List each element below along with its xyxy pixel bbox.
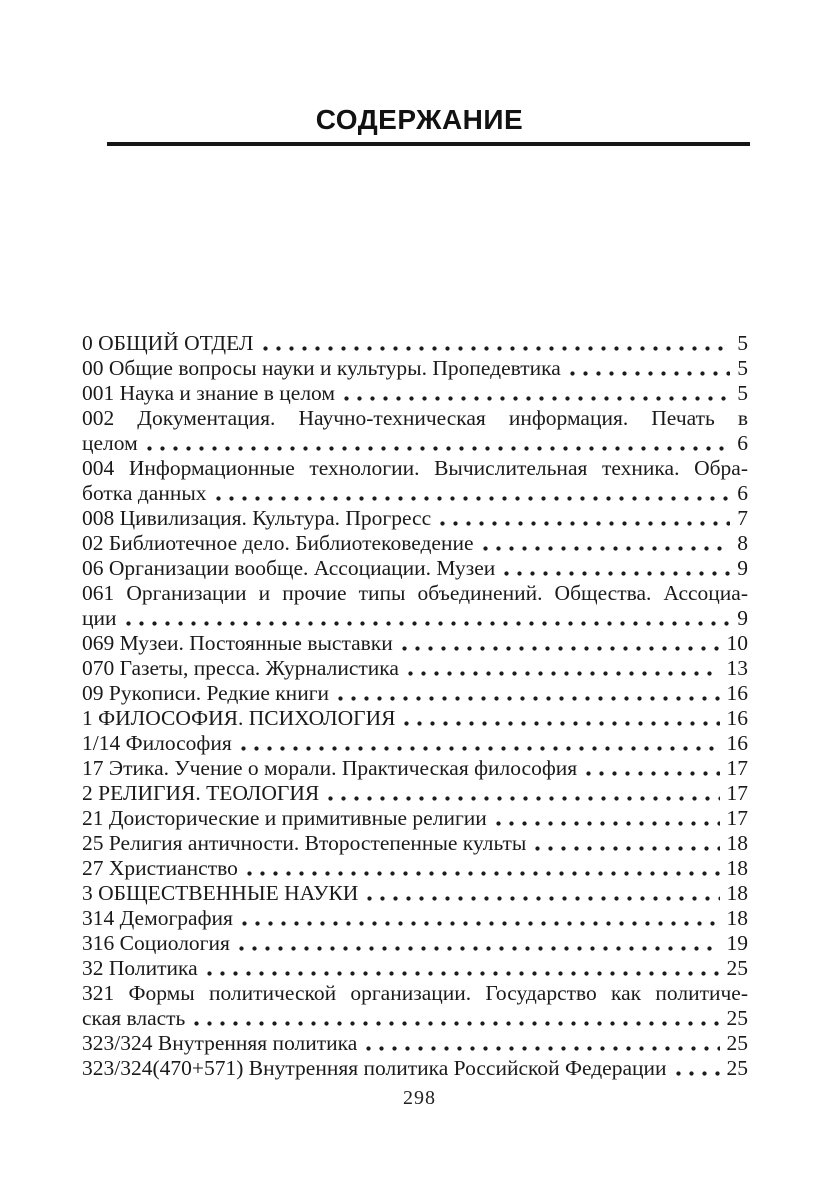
dot-leader	[404, 656, 720, 681]
toc-entry-text: 1 ФИЛОСОФИЯ. ПСИХОЛОГИЯ	[82, 706, 396, 730]
toc-entry-wrapped-first-line	[82, 456, 748, 481]
toc-entry-page: 16	[726, 706, 748, 730]
toc-entry-wrapped-first-line	[82, 981, 748, 1006]
toc-entry-text: ции	[82, 606, 117, 630]
dot-leader	[363, 881, 719, 906]
toc-entry-page: 18	[726, 856, 748, 880]
toc-entry-text: 004 Информационные технологии. Вычислительная техника. Обра-	[82, 456, 748, 480]
toc-entry-text: 17 Этика. Учение о морали. Практическая философия	[82, 756, 578, 780]
toc-entry-text: целом	[82, 431, 138, 455]
toc-entry	[82, 756, 748, 781]
toc-entry	[82, 656, 748, 681]
toc-entry-text: 1/14 Философия	[82, 731, 232, 755]
toc-entry-page: 18	[726, 881, 748, 905]
toc-entry-page: 5	[737, 331, 748, 355]
toc-entry	[82, 531, 748, 556]
toc-list	[82, 331, 748, 1081]
toc-entry-page: 17	[726, 806, 748, 830]
dot-leader	[582, 756, 719, 781]
dot-leader	[203, 956, 720, 981]
toc-entry-text: ская власть	[82, 1006, 186, 1030]
dot-leader	[238, 906, 720, 931]
toc-entry-text: 316 Социология	[82, 931, 230, 955]
dot-leader	[143, 431, 731, 456]
toc-entry	[82, 881, 748, 906]
toc-entry-page: 17	[726, 756, 748, 780]
dot-leader	[122, 606, 731, 631]
toc-entry-page: 13	[726, 656, 748, 680]
toc-entry-page: 5	[737, 381, 748, 405]
toc-entry-text: 002 Документация. Научно-техническая информация. Печать в	[82, 406, 748, 430]
toc-entry-text: 069 Музеи. Постоянные выставки	[82, 631, 393, 655]
toc-entry-text: 21 Доисторические и примитивные религии	[82, 806, 487, 830]
dot-leader	[235, 931, 720, 956]
toc-entry-text: 32 Политика	[82, 956, 198, 980]
toc-entry	[82, 1056, 748, 1081]
toc-entry	[82, 856, 748, 881]
dot-leader	[324, 781, 719, 806]
dot-leader	[400, 706, 719, 731]
toc-entry-text: 0 ОБЩИЙ ОТДЕЛ	[82, 331, 254, 355]
toc-entry-page: 25	[726, 1031, 748, 1055]
toc-entry	[82, 906, 748, 931]
toc-entry	[82, 356, 748, 381]
toc-entry-page: 5	[737, 356, 748, 380]
toc-entry	[82, 731, 748, 756]
dot-leader	[531, 831, 719, 856]
dot-leader	[212, 481, 731, 506]
dot-leader	[492, 806, 720, 831]
dot-leader	[340, 381, 730, 406]
toc-entry-wrapped-first-line	[82, 581, 748, 606]
page-number: 298	[403, 1087, 436, 1109]
toc-entry-text: 02 Библиотечное дело. Библиотековедение	[82, 531, 474, 555]
toc-entry-page: 9	[737, 556, 748, 580]
dot-leader	[362, 1031, 719, 1056]
toc-entry	[82, 806, 748, 831]
toc-entry	[82, 781, 748, 806]
dot-leader	[500, 556, 730, 581]
toc-entry-text: 314 Демография	[82, 906, 233, 930]
toc-entry	[82, 1031, 748, 1056]
toc-entry-page: 16	[726, 681, 748, 705]
dot-leader	[672, 1056, 720, 1081]
toc-entry-page: 17	[726, 781, 748, 805]
toc-entry-text: 323/324(470+571) Внутренняя политика Российской Федерации	[82, 1056, 667, 1080]
toc-entry	[82, 956, 748, 981]
page-title: СОДЕРЖАНИЕ	[315, 104, 524, 135]
toc-entry-page: 8	[737, 531, 748, 555]
dot-leader	[237, 731, 720, 756]
toc-entry-continuation	[82, 1006, 748, 1031]
dot-leader	[436, 506, 730, 531]
toc-entry-text: 25 Религия античности. Второстепенные культы	[82, 831, 527, 855]
dot-leader	[334, 681, 719, 706]
toc-entry-page: 7	[737, 506, 748, 530]
toc-entry-text: 06 Организации вообще. Ассоциации. Музеи	[82, 556, 496, 580]
toc-entry-text: 00 Общие вопросы науки и культуры. Пропедевтика	[82, 356, 561, 380]
dot-leader	[243, 856, 720, 881]
toc-entry	[82, 381, 748, 406]
toc-entry-page: 18	[726, 831, 748, 855]
toc-entry-text: 001 Наука и знание в целом	[82, 381, 335, 405]
toc-entry-text: 008 Цивилизация. Культура. Прогресс	[82, 506, 432, 530]
toc-entry	[82, 556, 748, 581]
title-rule	[107, 142, 750, 146]
toc-entry-continuation	[82, 606, 748, 631]
toc-entry-page: 16	[726, 731, 748, 755]
toc-entry-page: 6	[737, 481, 748, 505]
toc-entry-text: 323/324 Внутренняя политика	[82, 1031, 358, 1055]
toc-entry	[82, 706, 748, 731]
toc-entry	[82, 631, 748, 656]
toc-entry	[82, 931, 748, 956]
toc-entry-text: 3 ОБЩЕСТВЕННЫЕ НАУКИ	[82, 881, 359, 905]
toc-entry-page: 25	[726, 956, 748, 980]
toc-entry-continuation	[82, 481, 748, 506]
dot-leader	[566, 356, 730, 381]
toc-entry-text: 27 Христианство	[82, 856, 238, 880]
toc-entry-text: 321 Формы политической организации. Государство как политиче-	[82, 981, 748, 1005]
toc-entry-page: 25	[726, 1056, 748, 1080]
toc-entry-page: 19	[726, 931, 748, 955]
toc-entry-page: 18	[726, 906, 748, 930]
toc-entry-page: 6	[737, 431, 748, 455]
toc-entry-text: 2 РЕЛИГИЯ. ТЕОЛОГИЯ	[82, 781, 320, 805]
dot-leader	[398, 631, 720, 656]
toc-entry-page: 10	[726, 631, 748, 655]
dot-leader	[259, 331, 731, 356]
toc-entry-text: ботка данных	[82, 481, 207, 505]
toc-entry-page: 25	[726, 1006, 748, 1030]
toc-entry-text: 061 Организации и прочие типы объединений. Общества. Ассоциа-	[82, 581, 748, 605]
dot-leader	[190, 1006, 719, 1031]
toc-entry-continuation	[82, 431, 748, 456]
toc-entry	[82, 506, 748, 531]
toc-entry-wrapped-first-line	[82, 406, 748, 431]
dot-leader	[479, 531, 731, 556]
toc-entry	[82, 831, 748, 856]
toc-entry	[82, 681, 748, 706]
toc-entry-text: 070 Газеты, пресса. Журналистика	[82, 656, 399, 680]
toc-entry	[82, 331, 748, 356]
toc-entry-page: 9	[737, 606, 748, 630]
toc-entry-text: 09 Рукописи. Редкие книги	[82, 681, 330, 705]
